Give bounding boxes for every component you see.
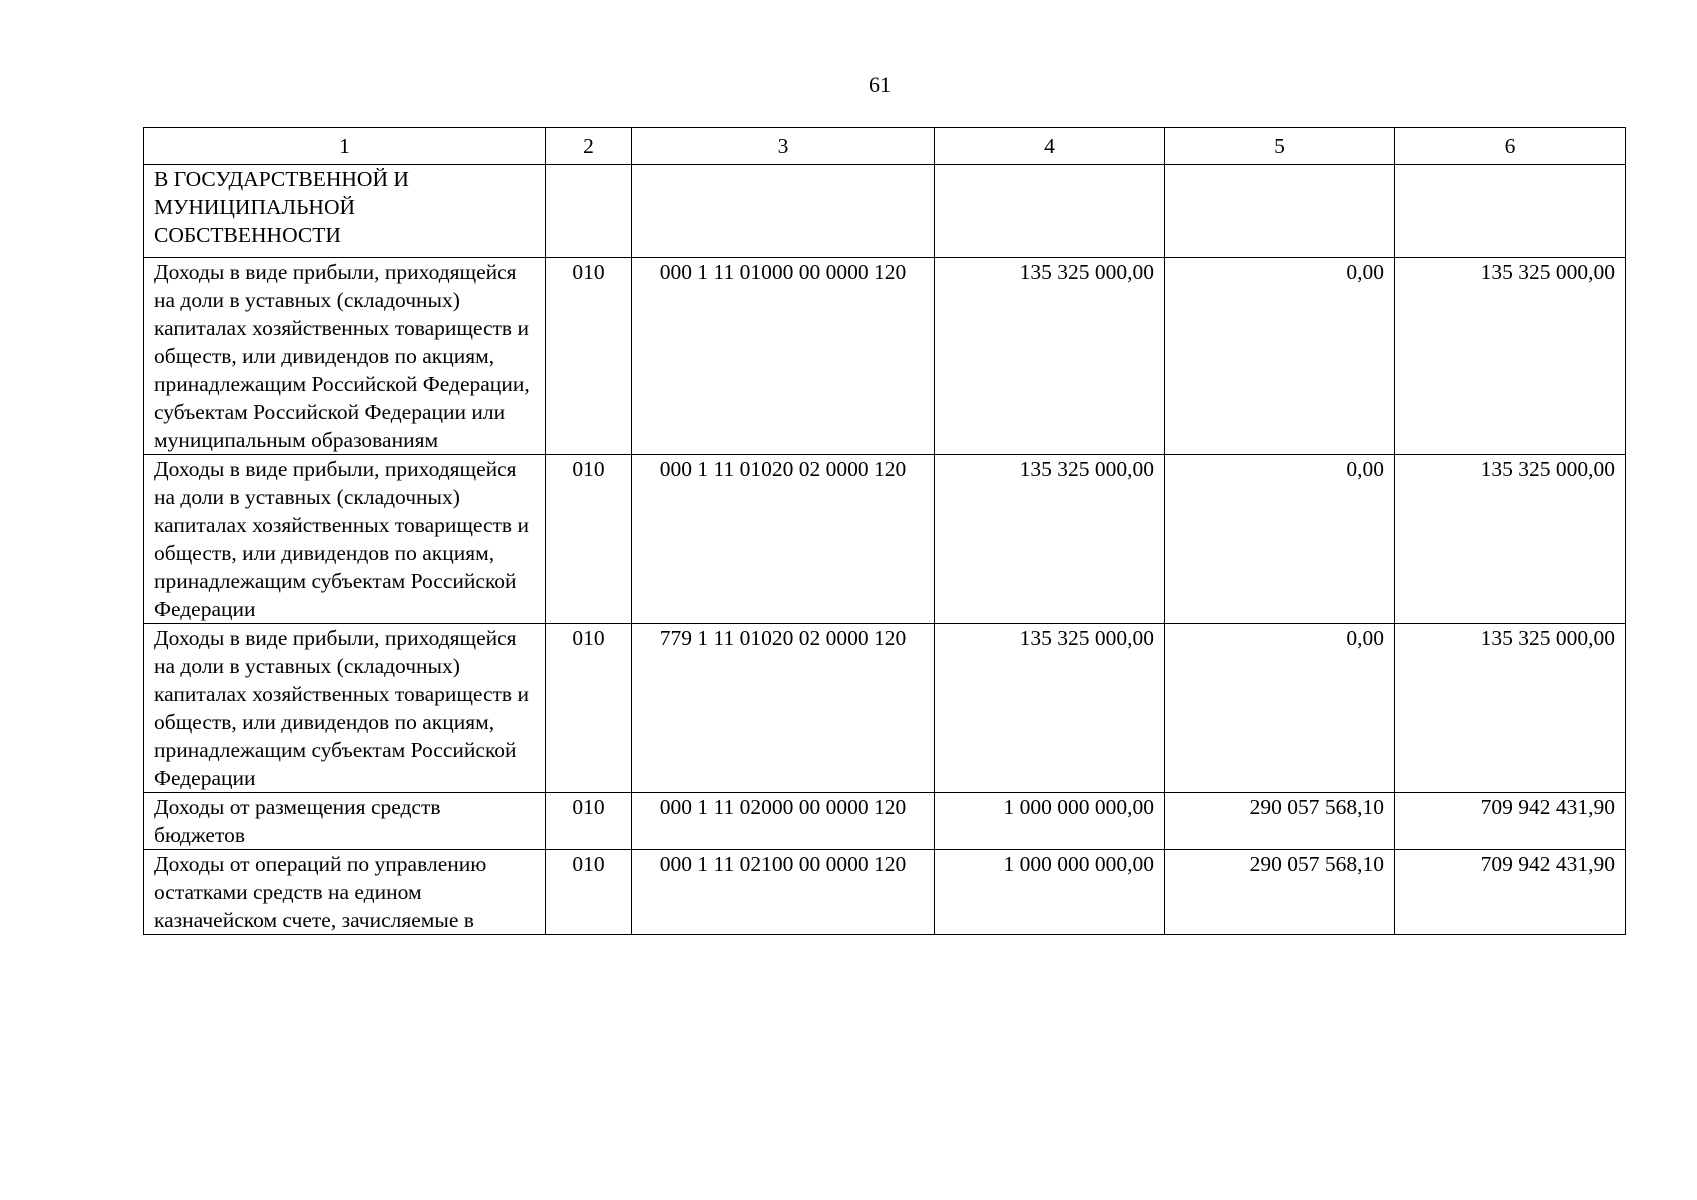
income-name-cell: Доходы в виде прибыли, приходящейся на доли в уставных (складочных) капиталах хозяйственных товариществ и обществ, или дивидендов по акциям, принадлежащим субъектам Российской Федерации: [144, 455, 546, 624]
income-code-cell: 000 1 11 01000 00 0000 120: [632, 258, 935, 455]
table-row: [144, 624, 1626, 793]
income-name-cell: В ГОСУДАРСТВЕННОЙ И МУНИЦИПАЛЬНОЙ СОБСТВЕННОСТИ: [144, 165, 546, 258]
income-name-cell: Доходы в виде прибыли, приходящейся на доли в уставных (складочных) капиталах хозяйственных товариществ и обществ, или дивидендов по акциям, принадлежащим субъектам Российской Федерации: [144, 624, 546, 793]
income-code-cell: [632, 165, 935, 258]
column-header-6: 6: [1395, 128, 1626, 165]
page-number: 61: [869, 72, 891, 97]
approved-amount-cell: 1 000 000 000,00: [935, 793, 1165, 850]
column-header-2: 2: [546, 128, 632, 165]
table-row: [144, 793, 1626, 850]
income-name-cell: Доходы в виде прибыли, приходящейся на доли в уставных (складочных) капиталах хозяйственных товариществ и обществ, или дивидендов по акциям, принадлежащим Российской Федерации, субъектам Российской Федерации или муниципальным образованиям: [144, 258, 546, 455]
unexecuted-amount-cell: 135 325 000,00: [1395, 258, 1626, 455]
unexecuted-amount-cell: 709 942 431,90: [1395, 793, 1626, 850]
executed-amount-cell: 0,00: [1165, 624, 1395, 793]
unexecuted-amount-cell: 135 325 000,00: [1395, 624, 1626, 793]
unexecuted-amount-cell: [1395, 165, 1626, 258]
executed-amount-cell: 0,00: [1165, 258, 1395, 455]
approved-amount-cell: 1 000 000 000,00: [935, 850, 1165, 935]
column-header-3: 3: [632, 128, 935, 165]
line-code-cell: [546, 165, 632, 258]
executed-amount-cell: [1165, 165, 1395, 258]
executed-amount-cell: 290 057 568,10: [1165, 793, 1395, 850]
line-code-cell: 010: [546, 624, 632, 793]
approved-amount-cell: [935, 165, 1165, 258]
table-row: [144, 850, 1626, 935]
unexecuted-amount-cell: 709 942 431,90: [1395, 850, 1626, 935]
column-number-header-row: [144, 128, 1626, 165]
income-code-cell: 000 1 11 02100 00 0000 120: [632, 850, 935, 935]
executed-amount-cell: 290 057 568,10: [1165, 850, 1395, 935]
table-row: [144, 258, 1626, 455]
income-code-cell: 000 1 11 01020 02 0000 120: [632, 455, 935, 624]
approved-amount-cell: 135 325 000,00: [935, 258, 1165, 455]
table-row: [144, 455, 1626, 624]
column-header-5: 5: [1165, 128, 1395, 165]
unexecuted-amount-cell: 135 325 000,00: [1395, 455, 1626, 624]
table-row: [144, 165, 1626, 258]
approved-amount-cell: 135 325 000,00: [935, 624, 1165, 793]
column-header-4: 4: [935, 128, 1165, 165]
income-code-cell: 779 1 11 01020 02 0000 120: [632, 624, 935, 793]
executed-amount-cell: 0,00: [1165, 455, 1395, 624]
income-code-cell: 000 1 11 02000 00 0000 120: [632, 793, 935, 850]
line-code-cell: 010: [546, 793, 632, 850]
line-code-cell: 010: [546, 258, 632, 455]
approved-amount-cell: 135 325 000,00: [935, 455, 1165, 624]
income-name-cell: Доходы от размещения средств бюджетов: [144, 793, 546, 850]
budget-income-table: [143, 127, 1626, 935]
column-header-1: 1: [144, 128, 546, 165]
income-name-cell: Доходы от операций по управлению остатками средств на едином казначейском счете, зачисляемые в: [144, 850, 546, 935]
line-code-cell: 010: [546, 850, 632, 935]
line-code-cell: 010: [546, 455, 632, 624]
